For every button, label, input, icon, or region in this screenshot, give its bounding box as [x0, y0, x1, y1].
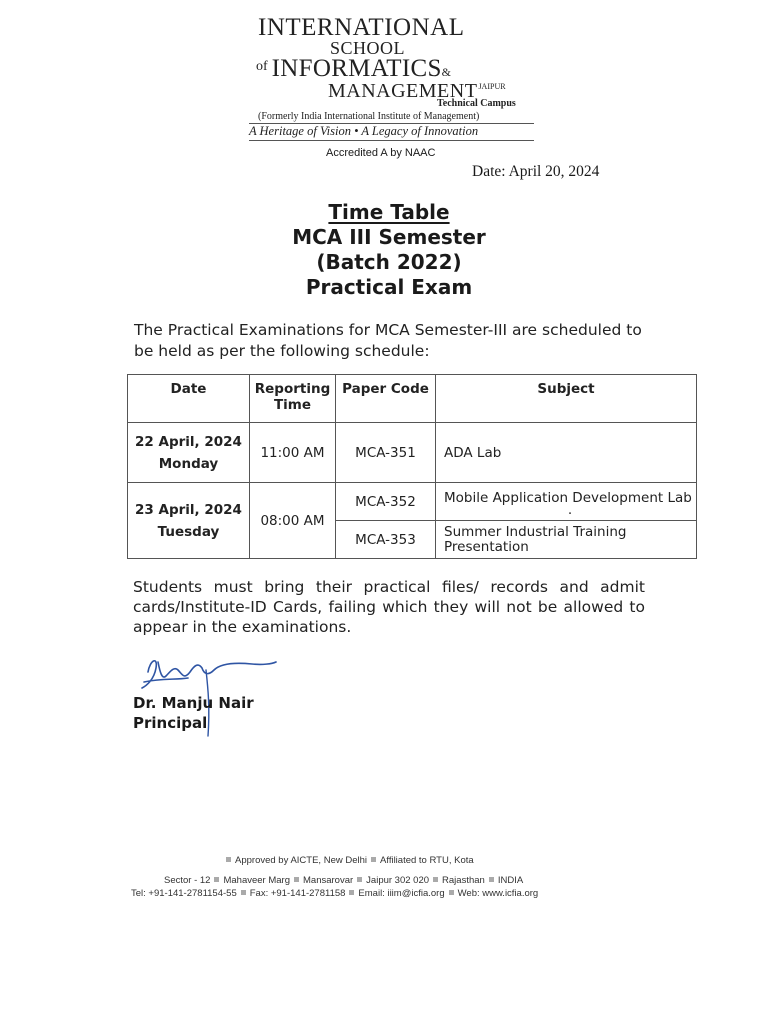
- header-reporting-time: Reporting Time: [250, 375, 336, 423]
- table-header-row: [128, 375, 697, 423]
- title-time-table: Time Table: [328, 200, 450, 224]
- subject-text: Mobile Application Development Lab: [444, 489, 692, 506]
- bullet-square-icon: [241, 890, 246, 895]
- footer-addr-part: INDIA: [497, 875, 524, 886]
- date-cell: [128, 423, 250, 483]
- bullet-square-icon: [294, 877, 299, 882]
- reporting-time: 11:00 AM: [250, 423, 336, 483]
- title-block: [0, 200, 768, 300]
- footer-email: Email: iiim@icfia.org: [358, 888, 445, 899]
- title-semester: MCA III Semester: [292, 225, 486, 249]
- footer-address: [164, 875, 523, 886]
- subject: ADA Lab: [436, 423, 697, 483]
- footer-addr-part: Mansarovar: [303, 875, 354, 886]
- bullet-square-icon: [226, 857, 231, 862]
- signatory-title: Principal: [133, 714, 208, 732]
- header-paper-code: Paper Code: [336, 375, 436, 423]
- footer-fax: Fax: +91-141-2781158: [249, 888, 346, 899]
- paper-code: MCA-351: [336, 423, 436, 483]
- footer-affiliated: Affiliated to RTU, Kota: [380, 855, 474, 866]
- footer-addr-part: Mahaveer Marg: [223, 875, 290, 886]
- bullet-square-icon: [214, 877, 219, 882]
- header-date: Date: [128, 375, 250, 423]
- paper-code: MCA-352: [336, 483, 436, 521]
- document-date: Date: April 20, 2024: [472, 163, 600, 180]
- footer-approvals: [222, 855, 474, 866]
- institute-name-line1: INTERNATIONAL: [258, 14, 465, 41]
- intro-paragraph: The Practical Examinations for MCA Semester-III are scheduled to be held as per the following schedule:: [134, 321, 642, 360]
- timetable: [127, 374, 697, 559]
- table-row: [128, 423, 697, 483]
- table-row: [128, 483, 697, 521]
- institute-of: of: [256, 59, 268, 74]
- footer-tel: Tel: +91-141-2781154-55: [131, 888, 237, 899]
- letterhead-rule-bottom: [249, 140, 534, 141]
- bullet-square-icon: [489, 877, 494, 882]
- subject: [436, 483, 697, 521]
- footer-web: Web: www.icfia.org: [457, 888, 539, 899]
- reporting-time: 08:00 AM: [250, 483, 336, 559]
- campus-label: Technical Campus: [437, 98, 516, 109]
- bullet-square-icon: [433, 877, 438, 882]
- instructions-note: Students must bring their practical files/ records and admit cards/Institute-ID Cards, failing which they will not be allowed to appear in the examinations.: [133, 578, 645, 636]
- title-exam: Practical Exam: [305, 275, 473, 299]
- exam-day: Tuesday: [157, 523, 220, 540]
- bullet-square-icon: [371, 857, 376, 862]
- accreditation: Accredited A by NAAC: [326, 147, 436, 159]
- bullet-square-icon: [349, 890, 354, 895]
- institute-jaipur: JAIPUR: [478, 82, 506, 91]
- footer-approved: Approved by AICTE, New Delhi: [235, 855, 368, 866]
- institute-name-line3: [256, 55, 451, 83]
- institute-ampersand: &: [441, 65, 452, 79]
- exam-date: 22 April, 2024: [135, 433, 242, 450]
- subject-mark: .: [567, 501, 573, 518]
- footer-addr-part: Sector - 12: [164, 875, 211, 886]
- institute-informatics: INFORMATICS: [271, 55, 442, 82]
- institute-management: MANAGEMENT: [328, 80, 478, 102]
- date-cell: [128, 483, 250, 559]
- signatory-name: Dr. Manju Nair: [133, 694, 254, 712]
- bullet-square-icon: [449, 890, 454, 895]
- header-subject: Subject: [436, 375, 697, 423]
- footer-addr-part: Rajasthan: [442, 875, 485, 886]
- tagline: A Heritage of Vision • A Legacy of Innovation: [249, 124, 479, 138]
- subject: Summer Industrial Training Presentation: [436, 521, 697, 559]
- footer-addr-part: Jaipur 302 020: [366, 875, 430, 886]
- footer-contact: [131, 888, 538, 899]
- paper-code: MCA-353: [336, 521, 436, 559]
- exam-date: 23 April, 2024: [135, 501, 242, 518]
- exam-day: Monday: [158, 455, 219, 472]
- title-batch: (Batch 2022): [316, 250, 462, 274]
- formerly-label: (Formerly India International Institute of Management): [258, 111, 480, 122]
- institute-name-line2: SCHOOL: [330, 38, 406, 58]
- bullet-square-icon: [357, 877, 362, 882]
